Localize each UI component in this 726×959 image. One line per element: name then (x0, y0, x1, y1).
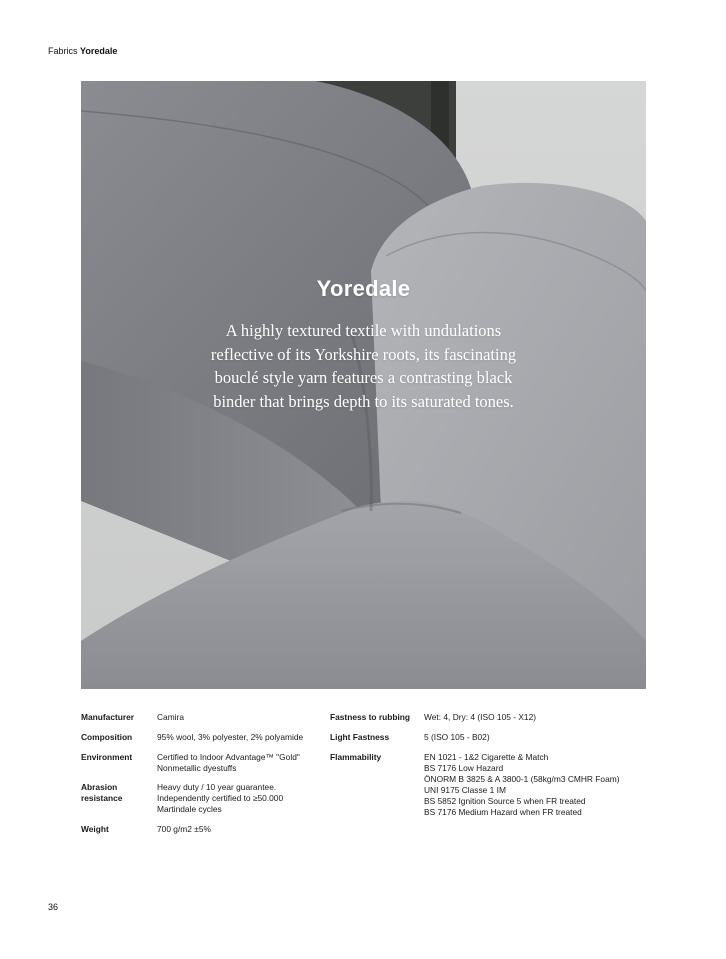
spec-value-weight: 700 g/m2 ±5% (157, 824, 211, 834)
spec-table-left (81, 712, 321, 842)
spec-value-abrasion-2: Independently certified to ≥50.000 (157, 793, 284, 803)
spec-label-rubbing: Fastness to rubbing (330, 712, 411, 722)
spec-label-manufacturer: Manufacturer (81, 712, 135, 722)
page-number: 36 (48, 902, 59, 912)
spec-value-flammability-4: UNI 9175 Classe 1 IM (424, 785, 506, 795)
spec-label-abrasion-2: resistance (81, 793, 123, 803)
spec-value-flammability-6: BS 7176 Medium Hazard when FR treated (424, 807, 582, 817)
spec-value-composition: 95% wool, 3% polyester, 2% polyamide (157, 732, 304, 742)
spec-value-abrasion-3: Martindale cycles (157, 804, 222, 814)
spec-table-right (330, 712, 660, 822)
spec-label-light-fastness: Light Fastness (330, 732, 390, 742)
fabric-description: A highly textured textile with undulations reflective of its Yorkshire roots, its fascinating bouclé style yarn features a contrasting black binder that brings depth to its saturated tones. (210, 321, 517, 411)
spec-value-manufacturer: Camira (157, 712, 184, 722)
spec-label-composition: Composition (81, 732, 133, 742)
spec-value-light-fastness: 5 (ISO 105 - B02) (424, 732, 490, 742)
header-fabric-name: Yoredale (80, 46, 118, 56)
running-header (48, 46, 117, 56)
header-section: Fabrics (48, 46, 78, 56)
fabric-title: Yoredale (316, 276, 411, 301)
spec-value-environment-2: Nonmetallic dyestuffs (157, 763, 237, 773)
spec-value-rubbing: Wet: 4, Dry: 4 (ISO 105 - X12) (424, 712, 537, 722)
hero-photo (81, 81, 646, 689)
spec-label-weight: Weight (81, 824, 109, 834)
spec-value-abrasion-1: Heavy duty / 10 year guarantee. (157, 782, 277, 792)
spec-value-environment-1: Certified to Indoor Advantage™ "Gold" (157, 752, 300, 762)
spec-value-flammability-2: BS 7176 Low Hazard (424, 763, 504, 773)
spec-label-flammability: Flammability (330, 752, 382, 762)
spec-value-flammability-3: ÖNORM B 3825 & A 3800-1 (58kg/m3 CMHR Foam) (424, 774, 620, 784)
spec-label-environment: Environment (81, 752, 133, 762)
spec-value-flammability-5: BS 5852 Ignition Source 5 when FR treated (424, 796, 586, 806)
spec-label-abrasion-1: Abrasion (81, 782, 118, 792)
spec-value-flammability-1: EN 1021 - 1&2 Cigarette & Match (424, 752, 549, 762)
